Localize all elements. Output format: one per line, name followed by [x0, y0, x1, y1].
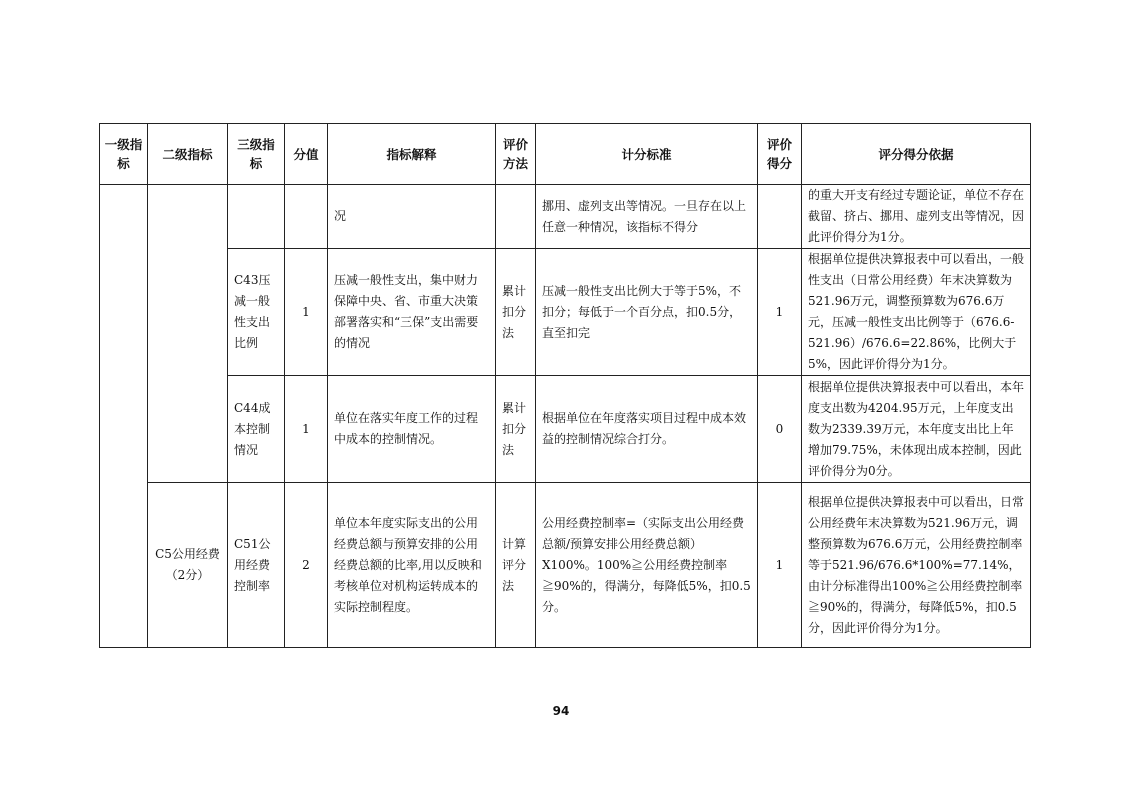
basis-text: 的重大开支有经过专题论证，单位不存在截留、挤占、挪用、虚列支出等情况，因此评价得分为1分。 [808, 188, 1025, 244]
indicator-cell [228, 376, 285, 483]
table-header-row [100, 124, 1031, 185]
basis-cell [802, 249, 1031, 376]
score-text: 1 [775, 304, 784, 319]
explanation-text: 单位在落实年度工作的过程中成本的控制情况。 [334, 411, 479, 446]
explanation-text: 压减一般性支出，集中财力保障中央、省、市重大决策部署落实和“三保”支出需要的情况 [334, 273, 479, 350]
header-score: 评价得分 [758, 124, 802, 185]
basis-cell [802, 483, 1031, 648]
table-row-continued [100, 185, 1031, 249]
method-cell-empty [496, 185, 536, 249]
explanation-cell [328, 249, 496, 376]
method-text: 累计扣分法 [502, 400, 527, 457]
evaluation-table [99, 123, 1031, 648]
score-cell [758, 483, 802, 648]
table-row [100, 249, 1031, 376]
header-level2: 二级指标 [148, 124, 228, 185]
basis-cell [802, 185, 1031, 249]
standard-cell [536, 376, 758, 483]
header-level1: 一级指标 [100, 124, 148, 185]
score-text: 1 [775, 557, 784, 572]
explanation-cell [328, 483, 496, 648]
level2-cell-continued [148, 185, 228, 483]
indicator-text: C51公用经费控制率 [234, 536, 271, 593]
score-value-cell [285, 249, 328, 376]
header-standard: 计分标准 [536, 124, 758, 185]
standard-cell [536, 249, 758, 376]
indicator-cell-empty [228, 185, 285, 249]
indicator-cell [228, 249, 285, 376]
header-score-value: 分值 [285, 124, 328, 185]
method-cell [496, 376, 536, 483]
level2-cell [148, 483, 228, 648]
indicator-cell [228, 483, 285, 648]
table-row [100, 376, 1031, 483]
score-cell [758, 376, 802, 483]
score-cell-empty [758, 185, 802, 249]
method-cell [496, 483, 536, 648]
basis-text: 根据单位提供决算报表中可以看出，本年度支出数为4204.95万元，上年度支出数为2339.39万元，本年度支出比上年增加79.75%，未体现出成本控制，因此评价得分为0分。 [808, 379, 1025, 478]
header-method: 评价方法 [496, 124, 536, 185]
table-row [100, 483, 1031, 648]
basis-text: 根据单位提供决算报表中可以看出，一般性支出（日常公用经费）年末决算数为521.96万元，调整预算数为676.6万元，压减一般性支出比例等于（676.6-521.96）/676.6=22.86%，比例大于5%，因此评价得分为1分。 [808, 252, 1025, 371]
score-value-text: 1 [302, 304, 310, 319]
standard-text: 根据单位在年度落实项目过程中成本效益的控制情况综合打分。 [542, 411, 747, 446]
indicator-text: C43压减一般性支出比例 [234, 273, 271, 350]
method-text: 计算评分法 [502, 536, 527, 593]
method-text: 累计扣分法 [502, 283, 527, 340]
standard-text: 公用经费控制率=（实际支出公用经费总额/预算安排公用经费总额）X100%。100%≧公用经费控制率≧90%的，得满分，每降低5%，扣0.5分。 [542, 515, 751, 614]
explanation-text: 单位本年度实际支出的公用经费总额与预算安排的公用经费总额的比率,用以反映和考核单位对机构运转成本的实际控制程度。 [334, 515, 482, 614]
header-explanation: 指标解释 [328, 124, 496, 185]
level1-cell [100, 185, 148, 648]
header-level3: 三级指标 [228, 124, 285, 185]
standard-cell [536, 185, 758, 249]
score-value-cell [285, 483, 328, 648]
standard-text: 压减一般性支出比例大于等于5%，不扣分；每低于一个百分点，扣0.5分，直至扣完 [542, 283, 742, 340]
score-value-text: 2 [302, 557, 310, 572]
explanation-cell [328, 185, 496, 249]
explanation-text: 况 [334, 209, 347, 223]
score-text: 0 [775, 421, 784, 436]
basis-cell [802, 376, 1031, 483]
header-basis: 评分得分依据 [802, 124, 1031, 185]
standard-text: 挪用、虚列支出等情况。一旦存在以上任意一种情况，该指标不得分 [542, 198, 747, 234]
explanation-cell [328, 376, 496, 483]
method-cell [496, 249, 536, 376]
score-cell [758, 249, 802, 376]
standard-cell [536, 483, 758, 648]
score-value-cell [285, 376, 328, 483]
indicator-text: C44成本控制情况 [234, 400, 271, 457]
score-value-cell-empty [285, 185, 328, 249]
page-number: 94 [552, 704, 570, 718]
score-value-text: 1 [302, 421, 310, 436]
level2-text: C5公用经费（2分） [155, 547, 220, 582]
basis-text: 根据单位提供决算报表中可以看出，日常公用经费年末决算数为521.96万元，调整预算数为676.6万元，公用经费控制率等于521.96/676.6*100%=77.14%，由计分标准得出100%≧公用经费控制率≧90%的，得满分，每降低5%，扣0.5分，因此评价得分为1分。 [808, 494, 1025, 635]
